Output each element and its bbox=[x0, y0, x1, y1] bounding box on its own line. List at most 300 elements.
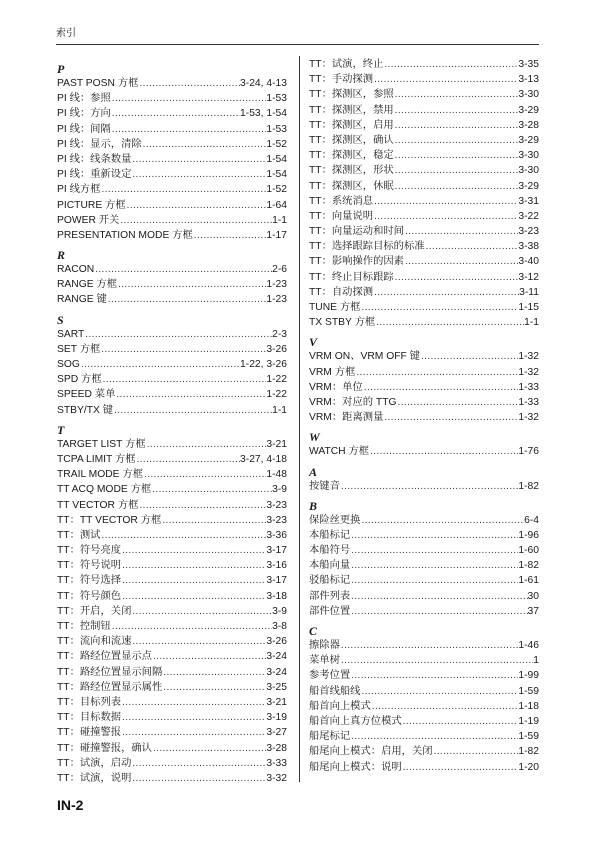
leader-dots bbox=[131, 604, 272, 619]
entry-page: 3-36 bbox=[266, 529, 287, 541]
index-entry bbox=[57, 756, 287, 771]
entry-page: 3-26 bbox=[266, 636, 287, 648]
entry-page: 3-32 bbox=[266, 772, 287, 784]
entry-page: 3-17 bbox=[266, 545, 287, 557]
index-entry bbox=[57, 403, 287, 418]
index-entry bbox=[57, 543, 287, 558]
entry-page: 1-19 bbox=[518, 715, 539, 727]
entry-page: 3-30 bbox=[518, 89, 539, 101]
entry-page: 1-53, 1-54 bbox=[240, 108, 287, 120]
entry-term: SET 方框 bbox=[57, 343, 101, 355]
entry-term: PI 线：参照 bbox=[57, 93, 111, 105]
entry-page: 3-8 bbox=[272, 621, 287, 632]
entry-page: 1 bbox=[533, 655, 539, 667]
section-letter: S bbox=[57, 312, 64, 327]
index-entry bbox=[309, 163, 539, 178]
entry-term: 保险丝更换 bbox=[309, 514, 361, 526]
index-entry bbox=[309, 300, 539, 315]
entry-term: TUNE 方框 bbox=[309, 302, 361, 313]
entry-page: 3-9 bbox=[272, 605, 287, 617]
index-entry bbox=[309, 528, 539, 543]
entry-term: TT：试演，说明 bbox=[57, 772, 132, 784]
index-entry bbox=[309, 103, 539, 118]
leader-dots bbox=[402, 760, 519, 775]
leader-dots bbox=[100, 182, 266, 197]
index-entry bbox=[309, 444, 539, 459]
entry-page: 1-22, 3-26 bbox=[240, 359, 287, 370]
leader-dots bbox=[340, 479, 519, 494]
entry-page: 3-28 bbox=[266, 742, 287, 754]
entry-term: PI 线：显示，清除 bbox=[57, 138, 142, 150]
index-entry bbox=[309, 87, 539, 102]
index-entry bbox=[309, 395, 539, 410]
leader-dots bbox=[373, 285, 519, 300]
index-entry bbox=[57, 680, 287, 695]
section-letter: T bbox=[57, 422, 65, 437]
entry-term: TT：TT VECTOR 方框 bbox=[57, 514, 162, 526]
entry-page: 3-21 bbox=[266, 438, 287, 450]
entry-term: TT：控制钮 bbox=[57, 621, 111, 632]
leader-dots bbox=[100, 342, 266, 357]
entry-page: 3-12 bbox=[518, 271, 539, 283]
entry-term: TCPA LIMIT 方框 bbox=[57, 453, 136, 465]
entry-term: VRM：对应的 TTG bbox=[309, 396, 397, 408]
entry-page: 3-19 bbox=[266, 712, 287, 724]
leader-dots bbox=[340, 638, 519, 653]
leader-dots bbox=[121, 589, 266, 604]
entry-term: TT：符号颜色 bbox=[57, 590, 122, 602]
index-entry bbox=[57, 710, 287, 725]
index-entry bbox=[57, 452, 287, 467]
column-divider bbox=[299, 56, 300, 782]
entry-term: PRESENTATION MODE 方框 bbox=[57, 229, 193, 241]
index-entry bbox=[57, 76, 287, 91]
entry-term: TARGET LIST 方框 bbox=[57, 438, 146, 450]
leader-dots bbox=[142, 137, 267, 152]
entry-term: 船尾向上模式：说明 bbox=[309, 761, 402, 773]
leader-dots bbox=[373, 209, 518, 224]
entry-page: 1-59 bbox=[518, 731, 539, 743]
leader-dots bbox=[394, 103, 519, 118]
entry-page: 3-22 bbox=[518, 210, 539, 222]
entry-page: 1-76 bbox=[518, 446, 539, 458]
index-entry bbox=[57, 589, 287, 604]
entry-page: 1-23 bbox=[266, 279, 287, 291]
leader-dots bbox=[115, 387, 266, 402]
leader-dots bbox=[136, 452, 240, 467]
entry-term: TT：探测区，参照 bbox=[309, 89, 394, 101]
index-entry bbox=[309, 729, 539, 744]
section-letter: C bbox=[309, 624, 318, 638]
index-entry bbox=[309, 760, 539, 775]
entry-page: 1-15 bbox=[518, 302, 539, 313]
entry-page: 3-30 bbox=[518, 165, 539, 177]
leader-dots bbox=[394, 270, 519, 285]
index-entry bbox=[309, 224, 539, 239]
entry-term: 船尾向上模式：启用，关闭 bbox=[309, 746, 433, 758]
leader-dots bbox=[111, 122, 267, 137]
entry-page: 2-3 bbox=[272, 328, 287, 340]
leader-dots bbox=[425, 239, 519, 254]
index-entry bbox=[57, 498, 287, 513]
leader-dots bbox=[138, 498, 266, 513]
index-entry bbox=[57, 725, 287, 740]
entry-page: 3-13 bbox=[518, 74, 539, 86]
entry-term: SPEED 菜单 bbox=[57, 389, 116, 401]
entry-page: 1-99 bbox=[518, 670, 539, 682]
entry-page: 1-61 bbox=[518, 575, 539, 587]
index-entry bbox=[309, 479, 539, 494]
entry-term: 按键音 bbox=[309, 480, 340, 492]
entry-term: WATCH 方框 bbox=[309, 446, 370, 458]
index-entry bbox=[57, 262, 287, 277]
index-entry bbox=[57, 604, 287, 619]
index-entry bbox=[309, 380, 539, 395]
entry-page: 3-17 bbox=[266, 575, 287, 587]
leader-dots bbox=[404, 224, 518, 239]
leader-dots bbox=[138, 76, 240, 91]
leader-dots bbox=[394, 87, 519, 102]
header-rule bbox=[56, 44, 539, 45]
leader-dots bbox=[350, 558, 518, 573]
entry-term: TT：向量运动和时间 bbox=[309, 226, 404, 238]
leader-dots bbox=[373, 72, 518, 87]
leader-dots bbox=[94, 262, 272, 277]
entry-page: 30 bbox=[527, 590, 539, 602]
leader-dots bbox=[152, 741, 266, 756]
index-entry bbox=[57, 619, 287, 634]
section-letter: V bbox=[309, 335, 318, 350]
entry-term: 船尾标记 bbox=[309, 731, 351, 743]
index-entry bbox=[309, 179, 539, 194]
entry-term: PI 线：间隔 bbox=[57, 123, 111, 135]
entry-term: TT：目标数据 bbox=[57, 712, 122, 724]
page-number: IN-2 bbox=[57, 797, 84, 813]
entry-page: 2-6 bbox=[272, 264, 287, 276]
index-entry bbox=[57, 228, 287, 243]
leader-dots bbox=[394, 148, 519, 163]
leader-dots bbox=[152, 649, 266, 664]
entry-page: 3-29 bbox=[518, 104, 539, 116]
entry-page: 1-82 bbox=[518, 480, 539, 492]
entry-page: 1-96 bbox=[518, 529, 539, 541]
entry-term: RANGE 键 bbox=[57, 294, 107, 306]
index-entry bbox=[57, 137, 287, 152]
index-entry bbox=[57, 573, 287, 588]
entry-page: 3-9 bbox=[272, 484, 287, 496]
entry-page: 1-1 bbox=[524, 317, 539, 329]
index-entry bbox=[57, 741, 287, 756]
index-entry bbox=[57, 292, 287, 307]
entry-term: PI 线：方向 bbox=[57, 108, 111, 120]
index-entry bbox=[57, 152, 287, 167]
entry-page: 1-48 bbox=[266, 469, 287, 481]
entry-page: 1-23 bbox=[266, 294, 287, 306]
section-letter: A bbox=[309, 464, 318, 479]
entry-term: TT：探测区，休眠 bbox=[309, 180, 394, 192]
entry-term: 本船标记 bbox=[309, 529, 351, 541]
index-entry bbox=[309, 285, 539, 300]
index-entry bbox=[57, 277, 287, 292]
index-entry bbox=[309, 589, 539, 604]
entry-term: 本船符号 bbox=[309, 545, 351, 557]
leader-dots bbox=[394, 163, 519, 178]
index-entry bbox=[309, 57, 539, 72]
entry-page: 1-32 bbox=[518, 412, 539, 424]
entry-term: TT：测试 bbox=[57, 529, 101, 541]
entry-term: SART bbox=[57, 328, 85, 340]
leader-dots bbox=[131, 167, 266, 182]
index-entry bbox=[57, 372, 287, 387]
entry-page: 3-25 bbox=[266, 681, 287, 693]
leader-dots bbox=[350, 528, 518, 543]
entry-page: 3-33 bbox=[266, 757, 287, 769]
entry-term: PI 线：线条数量 bbox=[57, 153, 132, 165]
leader-dots bbox=[121, 695, 266, 710]
index-entry bbox=[57, 467, 287, 482]
entry-term: TT：试演，启动 bbox=[57, 757, 132, 769]
entry-page: 6-4 bbox=[524, 514, 539, 526]
entry-page: 3-29 bbox=[518, 180, 539, 192]
entry-page: 1-32 bbox=[518, 351, 539, 363]
leader-dots bbox=[131, 634, 266, 649]
leader-dots bbox=[121, 725, 266, 740]
entry-term: 参考位置 bbox=[309, 670, 351, 682]
leader-dots bbox=[373, 194, 518, 209]
entry-term: 驳船标记 bbox=[309, 575, 351, 587]
index-entry bbox=[309, 513, 539, 528]
entry-term: TT：符号选择 bbox=[57, 575, 122, 587]
index-entry bbox=[309, 573, 539, 588]
index-entry bbox=[57, 513, 287, 528]
index-entry bbox=[57, 342, 287, 357]
entry-term: RACON bbox=[57, 264, 95, 276]
leader-dots bbox=[383, 410, 518, 425]
section-letter: B bbox=[309, 498, 318, 513]
leader-dots bbox=[119, 213, 272, 228]
leader-dots bbox=[121, 558, 266, 573]
entry-term: VRM 方框 bbox=[309, 366, 356, 378]
entry-page: 1-22 bbox=[266, 389, 287, 401]
index-entry bbox=[309, 133, 539, 148]
index-entry bbox=[309, 558, 539, 573]
index-entry bbox=[57, 695, 287, 710]
leader-dots bbox=[121, 573, 266, 588]
leader-dots bbox=[111, 91, 267, 106]
index-entry bbox=[309, 194, 539, 209]
entry-term: TT：符号亮度 bbox=[57, 545, 122, 557]
entry-term: TT：试演，终止 bbox=[309, 59, 384, 70]
leader-dots bbox=[383, 57, 518, 72]
entry-term: PAST POSN 方框 bbox=[57, 78, 139, 89]
index-entry bbox=[57, 649, 287, 664]
index-entry bbox=[309, 239, 539, 254]
index-entry bbox=[57, 167, 287, 182]
entry-term: TT：影响操作的因素 bbox=[309, 256, 404, 268]
leader-dots bbox=[162, 680, 266, 695]
entry-page: 1-32 bbox=[518, 366, 539, 378]
entry-term: TT：探测区，形状 bbox=[309, 165, 394, 177]
index-entry bbox=[57, 387, 287, 402]
leader-dots bbox=[340, 653, 533, 668]
leader-dots bbox=[121, 710, 266, 725]
entry-term: TT：流向和流速 bbox=[57, 636, 132, 648]
entry-page: 1-1 bbox=[272, 214, 287, 226]
leader-dots bbox=[102, 372, 267, 387]
leader-dots bbox=[107, 292, 267, 307]
index-entry bbox=[57, 558, 287, 573]
leader-dots bbox=[350, 589, 527, 604]
index-entry bbox=[309, 118, 539, 133]
leader-dots bbox=[360, 684, 518, 699]
entry-term: 船首线船线 bbox=[309, 685, 361, 697]
entry-term: 部件列表 bbox=[309, 590, 351, 602]
entry-term: TT ACQ MODE 方框 bbox=[57, 484, 152, 496]
entry-page: 3-27, 4-18 bbox=[240, 453, 287, 465]
entry-page: 3-11 bbox=[519, 286, 539, 298]
index-entry bbox=[57, 106, 287, 121]
index-entry bbox=[57, 91, 287, 106]
entry-term: PI 线方框 bbox=[57, 184, 101, 196]
leader-dots bbox=[394, 118, 519, 133]
leader-dots bbox=[161, 513, 266, 528]
leader-dots bbox=[394, 133, 519, 148]
leader-dots bbox=[363, 380, 519, 395]
entry-term: TT：探测区，禁用 bbox=[309, 104, 394, 116]
leader-dots bbox=[121, 543, 266, 558]
index-entry bbox=[309, 543, 539, 558]
index-entry bbox=[309, 714, 539, 729]
index-entry bbox=[57, 482, 287, 497]
entry-term: TT：自动探测 bbox=[309, 286, 374, 298]
entry-term: VRM：距离测量 bbox=[309, 412, 384, 424]
index-entry bbox=[309, 270, 539, 285]
entry-page: 3-24, 4-13 bbox=[240, 78, 287, 89]
entry-page: 3-26 bbox=[266, 343, 287, 355]
index-entry bbox=[309, 365, 539, 380]
index-column-left bbox=[57, 57, 287, 786]
entry-term: SPD 方框 bbox=[57, 374, 102, 386]
index-entry bbox=[309, 744, 539, 759]
leader-dots bbox=[131, 756, 266, 771]
leader-dots bbox=[420, 349, 518, 364]
leader-dots bbox=[350, 543, 518, 558]
entry-page: 3-38 bbox=[518, 241, 539, 253]
entry-page: 3-23 bbox=[266, 499, 287, 511]
index-entry bbox=[57, 665, 287, 680]
entry-page: 1-18 bbox=[518, 700, 539, 712]
entry-page: 3-16 bbox=[266, 560, 287, 572]
entry-page: 1-53 bbox=[266, 93, 287, 105]
index-entry bbox=[57, 528, 287, 543]
entry-term: POWER 开关 bbox=[57, 214, 120, 226]
entry-term: TT：探测区，稳定 bbox=[309, 150, 394, 162]
entry-term: TT：目标列表 bbox=[57, 696, 122, 708]
entry-term: VRM ON、VRM OFF 键 bbox=[309, 351, 420, 363]
entry-term: TRAIL MODE 方框 bbox=[57, 469, 144, 481]
entry-page: 1-54 bbox=[266, 169, 287, 181]
entry-page: 1-82 bbox=[518, 746, 539, 758]
index-entry bbox=[309, 72, 539, 87]
leader-dots bbox=[375, 315, 524, 330]
leader-dots bbox=[355, 365, 518, 380]
index-entry bbox=[57, 182, 287, 197]
index-entry bbox=[57, 437, 287, 452]
leader-dots bbox=[143, 467, 266, 482]
leader-dots bbox=[394, 179, 519, 194]
index-entry bbox=[309, 653, 539, 668]
leader-dots bbox=[402, 714, 519, 729]
entry-term: 菜单树 bbox=[309, 655, 340, 667]
leader-dots bbox=[397, 395, 519, 410]
entry-term: TT：路经位置显示点 bbox=[57, 651, 152, 663]
index-entry bbox=[309, 349, 539, 364]
index-entry bbox=[309, 209, 539, 224]
entry-term: TT：路经位置显示属性 bbox=[57, 681, 163, 693]
index-entry bbox=[57, 634, 287, 649]
section-letter: R bbox=[57, 248, 66, 263]
entry-page: 1-59 bbox=[518, 685, 539, 697]
leader-dots bbox=[111, 106, 240, 121]
entry-term: TT：探测区，启用 bbox=[309, 119, 394, 131]
entry-page: 3-24 bbox=[266, 651, 287, 663]
entry-term: TT VECTOR 方框 bbox=[57, 499, 139, 511]
entry-page: 3-30 bbox=[518, 150, 539, 162]
leader-dots bbox=[404, 254, 518, 269]
entry-page: 3-40 bbox=[518, 256, 539, 268]
entry-term: TT：向量说明 bbox=[309, 210, 374, 222]
entry-page: 1-46 bbox=[518, 640, 539, 651]
entry-term: TT：终止目标跟踪 bbox=[309, 271, 394, 283]
entry-page: 1-33 bbox=[518, 396, 539, 408]
entry-term: 船首向上模式 bbox=[309, 700, 371, 712]
leader-dots bbox=[433, 744, 519, 759]
entry-term: TT：手动探测 bbox=[309, 74, 374, 86]
index-entry bbox=[57, 198, 287, 213]
entry-term: TT：路经位置显示间隔 bbox=[57, 666, 163, 678]
section-letter: W bbox=[309, 430, 320, 445]
entry-term: RANGE 方框 bbox=[57, 279, 118, 291]
entry-term: 船首向上真方位模式 bbox=[309, 715, 402, 727]
index-entry bbox=[57, 327, 287, 342]
entry-term: TT：碰撞警报，确认 bbox=[57, 742, 152, 754]
leader-dots bbox=[84, 327, 272, 342]
entry-term: VRM：单位 bbox=[309, 381, 363, 393]
index-entry bbox=[309, 604, 539, 619]
entry-term: 部件位置 bbox=[309, 605, 351, 617]
leader-dots bbox=[193, 228, 267, 243]
entry-term: 本船向量 bbox=[309, 560, 351, 572]
entry-page: 1-54 bbox=[266, 153, 287, 165]
leader-dots bbox=[131, 771, 266, 786]
entry-page: 3-18 bbox=[266, 590, 287, 602]
entry-page: 1-53 bbox=[266, 123, 287, 135]
entry-term: TT：系统消息 bbox=[309, 195, 374, 207]
entry-term: TX STBY 方框 bbox=[309, 317, 376, 329]
entry-term: SOG bbox=[57, 359, 80, 370]
entry-page: 3-35 bbox=[518, 59, 539, 70]
entry-page: 3-23 bbox=[518, 226, 539, 238]
entry-term: TT：开启，关闭 bbox=[57, 605, 132, 617]
index-entry bbox=[309, 148, 539, 163]
entry-page: 3-29 bbox=[518, 134, 539, 146]
index-entry bbox=[57, 771, 287, 786]
entry-term: TT：碰撞警报 bbox=[57, 727, 122, 739]
entry-page: 3-24 bbox=[266, 666, 287, 678]
leader-dots bbox=[350, 668, 518, 683]
index-entry bbox=[309, 254, 539, 269]
index-entry bbox=[309, 315, 539, 330]
